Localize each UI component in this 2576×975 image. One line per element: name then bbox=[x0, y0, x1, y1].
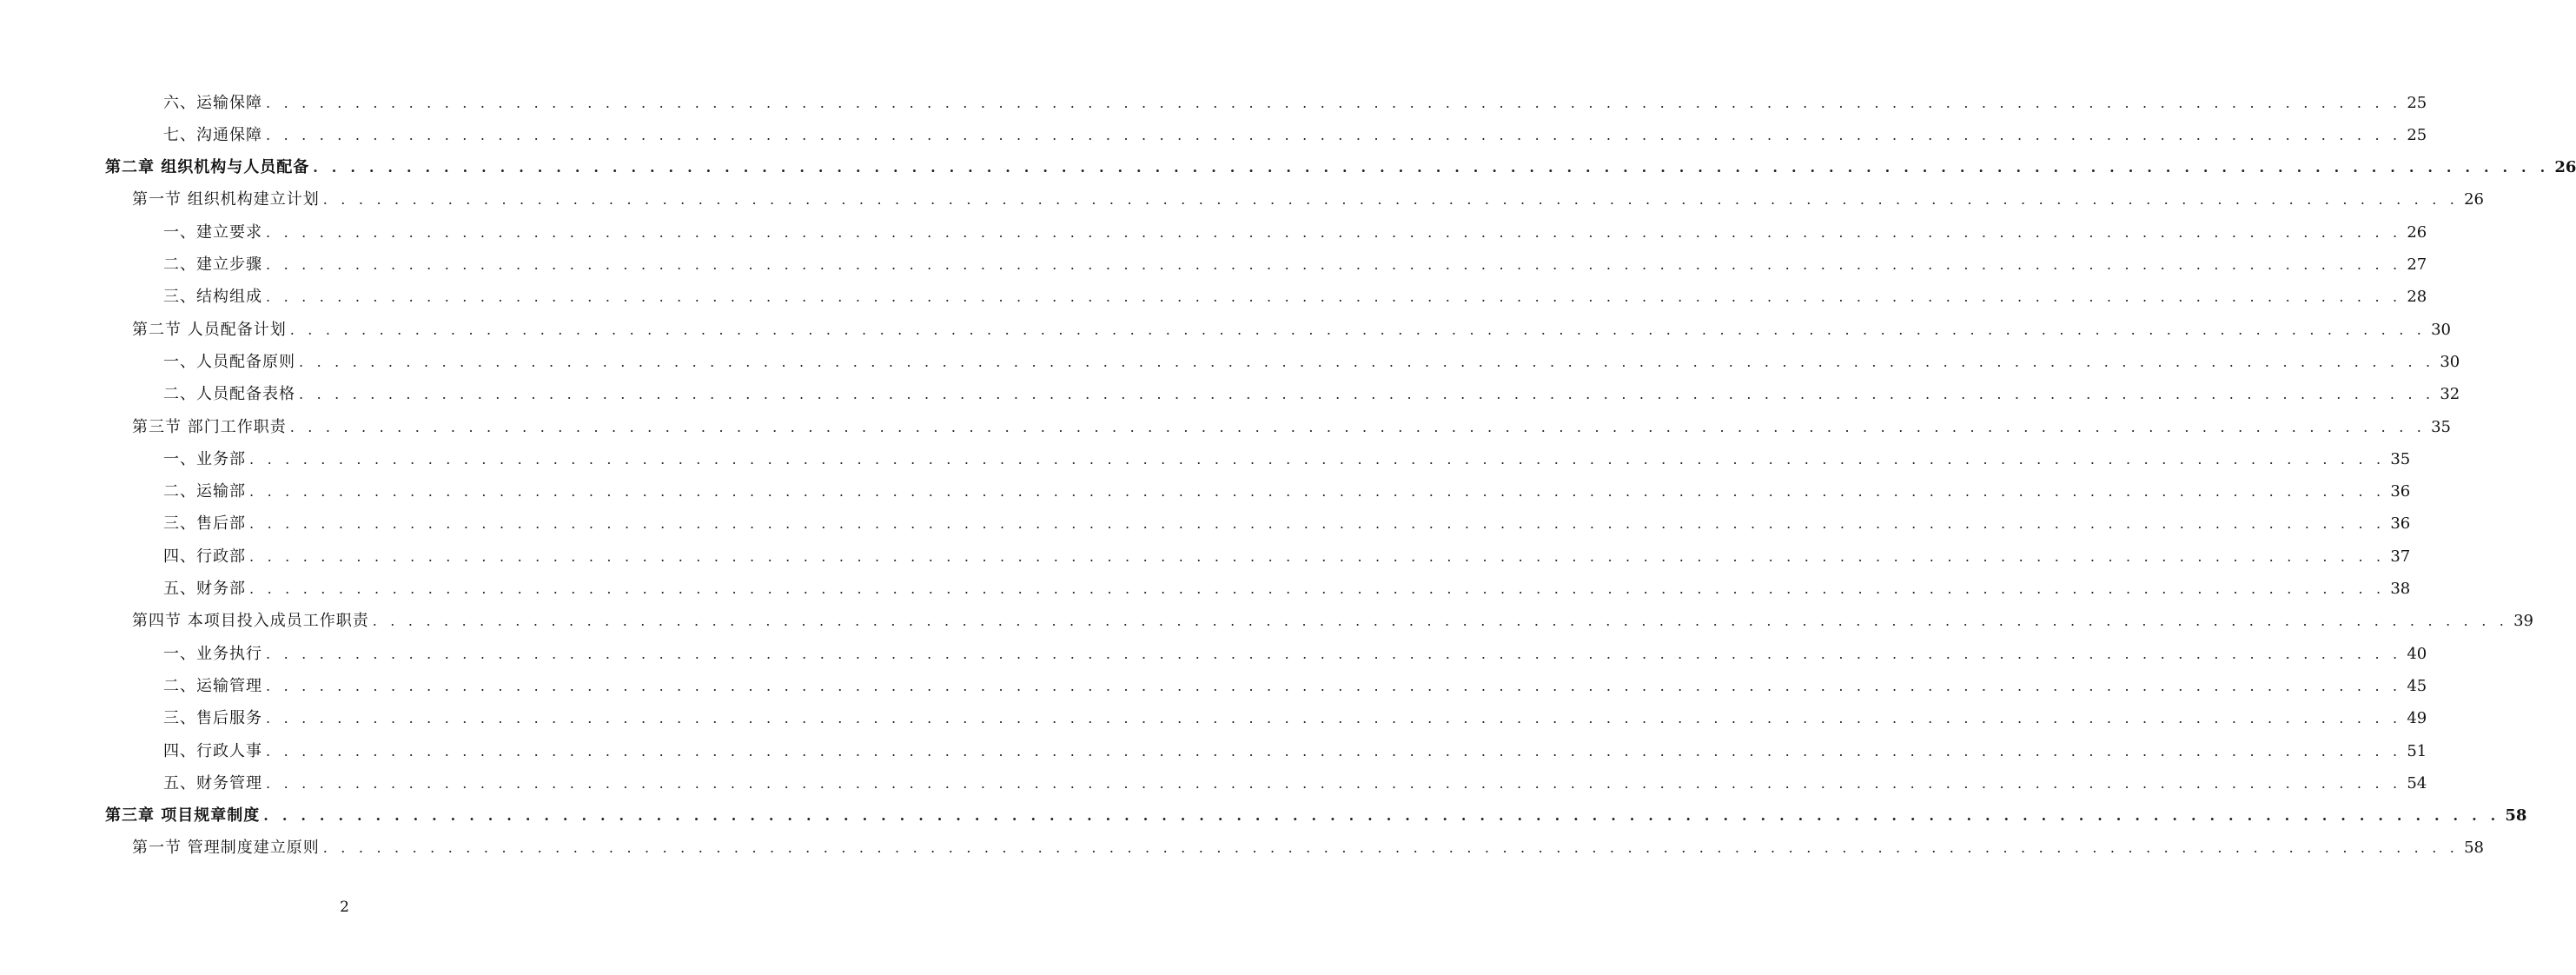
toc-entry-title: 二、建立步骤 bbox=[163, 255, 262, 274]
toc-entry-title: 第二章 组织机构与人员配备 bbox=[105, 158, 310, 177]
toc-leader-dots: . . . . . . . . . . . . . . . . . . . . . . . . . . . . . . . . . . . . . . . . . . . . . . . . . . . . . . . . . . . . . . . . . . . . . . . . . . . . . . . . . . . . . . . . . . . . . . . . . . . . . . . . . . . . . . . . . . . . . . . . bbox=[249, 515, 2386, 533]
toc-entry[interactable] bbox=[0, 314, 2451, 346]
toc-entry-page: 32 bbox=[2440, 385, 2460, 404]
toc-entry-title: 一、建立要求 bbox=[163, 222, 262, 242]
toc-entry[interactable] bbox=[0, 735, 2427, 767]
toc-entry-title: 一、业务部 bbox=[163, 449, 246, 468]
toc-leader-dots: . . . . . . . . . . . . . . . . . . . . . . . . . . . . . . . . . . . . . . . . . . . . . . . . . . . . . . . . . . . . . . . . . . . . . . . . . . . . . . . . . . . . . . . . . . . . . . . . . . . . . . . . . . . . . . . . . . . . . . . . bbox=[322, 839, 2460, 857]
toc-entry-title: 七、沟通保障 bbox=[163, 125, 262, 144]
toc-entry[interactable] bbox=[0, 800, 2527, 832]
toc-entry-title: 三、售后部 bbox=[163, 514, 246, 534]
toc-entry[interactable] bbox=[0, 249, 2427, 282]
toc-leader-dots: . . . . . . . . . . . . . . . . . . . . . . . . . . . . . . . . . . . . . . . . . . . . . . . . . . . . . . . . . . . . . . . . . . . . . . . . . . . . . . . . . . . . . . . . . . . . . . . . . . . . . . . . . . . . . . . . . . . . . . . . bbox=[249, 580, 2386, 597]
toc-leader-dots: . . . . . . . . . . . . . . . . . . . . . . . . . . . . . . . . . . . . . . . . . . . . . . . . . . . . . . . . . . . . . . . . . . . . . . . . . . . . . . . . . . . . . . . . . . . . . . . . . . . . . . . . . . . . . . . . . . . . . . . . bbox=[372, 613, 2509, 630]
toc-entry[interactable] bbox=[0, 87, 2427, 119]
toc-entry-page: 25 bbox=[2407, 93, 2427, 112]
toc-entry-page: 58 bbox=[2505, 806, 2527, 826]
toc-leader-dots: . . . . . . . . . . . . . . . . . . . . . . . . . . . . . . . . . . . . . . . . . . . . . . . . . . . . . . . . . . . . . . . . . . . . . . . . . . . . . . . . . . . . . . . . . . . . . . . . . . . . . . . . . . . . . . . . . . . . . . . . bbox=[266, 677, 2402, 694]
toc-entry-title: 二、运输管理 bbox=[163, 676, 262, 695]
toc-leader-dots: . . . . . . . . . . . . . . . . . . . . . . . . . . . . . . . . . . . . . . . . . . . . . . . . . . . . . . . . . . . . . . . . . . . . . . . . . . . . . . . . . . . . . . . . . . . . . . . . . . . . . . . . . . . . . . . . . . . . . . . . bbox=[299, 386, 2435, 403]
toc-entry[interactable] bbox=[0, 443, 2411, 475]
toc-leader-dots: . . . . . . . . . . . . . . . . . . . . . . . . . . . . . . . . . . . . . . . . . . . . . . . . . . . . . . . . . . . . . . . . . . . . . . . . . . . . . . . . . . . . . . . . . . . . . . . . . . . . . . . . . . . . . . . . . . . . . . . . bbox=[266, 742, 2402, 759]
toc-entry-page: 36 bbox=[2390, 514, 2411, 534]
toc-entry-page: 30 bbox=[2431, 320, 2451, 339]
toc-leader-dots: . . . . . . . . . . . . . . . . . . . . . . . . . . . . . . . . . . . . . . . . . . . . . . . . . . . . . . . . . . . . . . . . . . . . . . . . . . . . . . . . . . . . . . . . . . . . . . . . . . . . . . . . . . . . . . . . . . . . . . . . bbox=[299, 353, 2435, 370]
toc-entry[interactable] bbox=[0, 508, 2411, 541]
toc-leader-dots: . . . . . . . . . . . . . . . . . . . . . . . . . . . . . . . . . . . . . . . . . . . . . . . . . . . . . . . . . . . . . . . . . . . . . . . . . . . . . . . . . . . . . . . . . . . . . . . . . . . . . . . . . . . . . . . . . . . . . . . . bbox=[249, 547, 2386, 565]
toc-entry-title: 第四节 本项目投入成员工作职责 bbox=[132, 612, 369, 631]
toc-leader-dots: . . . . . . . . . . . . . . . . . . . . . . . . . . . . . . . . . . . . . . . . . . . . . . . . . . . . . . . . . . . . . . . . . . . . . . . . . . . . . . . . . . . . . . . . . . . . . . . . . . . . . . . . . . . . . . . . . . . . . . . . bbox=[266, 645, 2402, 662]
toc-entry-page: 26 bbox=[2464, 190, 2484, 209]
page-number: 2 bbox=[340, 899, 349, 916]
toc-entry[interactable] bbox=[0, 574, 2411, 606]
toc-entry-page: 40 bbox=[2407, 644, 2427, 663]
toc-entry[interactable] bbox=[0, 346, 2460, 378]
toc-entry[interactable] bbox=[0, 638, 2427, 670]
toc-entry-page: 51 bbox=[2407, 741, 2427, 760]
toc-entry-page: 39 bbox=[2513, 612, 2533, 631]
toc-leader-dots: . . . . . . . . . . . . . . . . . . . . . . . . . . . . . . . . . . . . . . . . . . . . . . . . . . . . . . . . . . . . . . . . . . . . . . . . . . . . . . . . . . . . . . . . . . . . . . . . . . . . . . . . . . . . . . . . . . . . . . . . bbox=[266, 710, 2402, 727]
toc-entry-page: 54 bbox=[2407, 773, 2427, 793]
toc-entry-page: 26 bbox=[2407, 222, 2427, 242]
toc-entry-page: 25 bbox=[2407, 125, 2427, 144]
toc-leader-dots: . . . . . . . . . . . . . . . . . . . . . . . . . . . . . . . . . . . . . . . . . . . . . . . . . . . . . . . . . . . . . . . . . . . . . . . . . . . . . . . . . . . . . . . . . . . . . . . . . . . . . . . . . . . . . . . . . . . . . . . . bbox=[266, 94, 2402, 111]
toc-leader-dots: . . . . . . . . . . . . . . . . . . . . . . . . . . . . . . . . . . . . . . . . . . . . . . . . . . . . . . . . . . . . . . . . . . . . . . . . . . . . . . . . . . . . . . . . . . . . . . . . . . . . . . . . . . . . . . . . . . . . . . . . bbox=[289, 418, 2427, 435]
toc-entry-title: 五、财务部 bbox=[163, 580, 246, 598]
toc-entry[interactable] bbox=[0, 670, 2427, 702]
toc-entry[interactable] bbox=[0, 541, 2411, 573]
toc-entry[interactable] bbox=[0, 606, 2533, 638]
toc-entry[interactable] bbox=[0, 767, 2427, 799]
toc-entry[interactable] bbox=[0, 703, 2427, 735]
toc-entry-page: 58 bbox=[2464, 839, 2484, 858]
toc-leader-dots: . . . . . . . . . . . . . . . . . . . . . . . . . . . . . . . . . . . . . . . . . . . . . . . . . . . . . . . . . . . . . . . . . . . . . . . . . . . . . . . . . . . . . . . . . . . . . . . . . . . . . . . . . . . . . . . . . . . . . . . . bbox=[266, 223, 2402, 241]
toc-entry-page: 49 bbox=[2407, 709, 2427, 728]
toc-entry-title: 三、售后服务 bbox=[163, 709, 262, 728]
toc-entry[interactable] bbox=[0, 119, 2427, 151]
toc-entry[interactable] bbox=[0, 184, 2484, 216]
toc-entry-page: 28 bbox=[2407, 288, 2427, 307]
toc-entry[interactable] bbox=[0, 282, 2427, 314]
toc-entry-title: 第三章 项目规章制度 bbox=[105, 806, 261, 826]
toc-entry-title: 二、运输部 bbox=[163, 482, 246, 501]
toc-entry-title: 六、运输保障 bbox=[163, 93, 262, 112]
toc-entry-page: 45 bbox=[2407, 676, 2427, 695]
toc-entry-page: 35 bbox=[2390, 449, 2411, 468]
toc-entry-page: 27 bbox=[2407, 255, 2427, 274]
toc-entry[interactable] bbox=[0, 411, 2451, 443]
toc-entry-title: 二、人员配备表格 bbox=[163, 385, 295, 404]
toc-entry-title: 四、行政部 bbox=[163, 547, 246, 566]
toc-leader-dots: . . . . . . . . . . . . . . . . . . . . . . . . . . . . . . . . . . . . . . . . . . . . . . . . . . . . . . . . . . . . . . . . . . . . . . . . . . . . . . . . . . . . . . . . . . . . . . . . . . . . . . . . . . . . . . . . . . . . . . . . bbox=[322, 191, 2460, 209]
toc-entry[interactable] bbox=[0, 476, 2411, 508]
toc-entry-title: 一、人员配备原则 bbox=[163, 352, 295, 371]
toc-entry-title: 第二节 人员配备计划 bbox=[132, 320, 287, 339]
toc-entry-page: 36 bbox=[2390, 482, 2411, 501]
toc-entry[interactable] bbox=[0, 379, 2460, 411]
toc-leader-dots: . . . . . . . . . . . . . . . . . . . . . . . . . . . . . . . . . . . . . . . . . . . . . . . . . . . . . . . . . . . . . . . . . . . . . . . . . . . . . . . . . . . . . . . . . . . . . . . . . . . . . . . . . . . . . . . . . . . . . . . . bbox=[266, 774, 2402, 792]
toc-leader-dots: . . . . . . . . . . . . . . . . . . . . . . . . . . . . . . . . . . . . . . . . . . . . . . . . . . . . . . . . . . . . . . . . . . . . . . . . . . . . . . . . . . . . . . . . . . . . . . . . . . . . . . . . . . . . . . . . . . . . . . . . bbox=[263, 807, 2500, 825]
toc-entry-title: 五、财务管理 bbox=[163, 773, 262, 793]
toc-entry-title: 四、行政人事 bbox=[163, 741, 262, 760]
toc-entry-title: 第一节 管理制度建立原则 bbox=[132, 839, 320, 858]
toc-leader-dots: . . . . . . . . . . . . . . . . . . . . . . . . . . . . . . . . . . . . . . . . . . . . . . . . . . . . . . . . . . . . . . . . . . . . . . . . . . . . . . . . . . . . . . . . . . . . . . . . . . . . . . . . . . . . . . . . . . . . . . . . bbox=[266, 256, 2402, 273]
toc-leader-dots: . . . . . . . . . . . . . . . . . . . . . . . . . . . . . . . . . . . . . . . . . . . . . . . . . . . . . . . . . . . . . . . . . . . . . . . . . . . . . . . . . . . . . . . . . . . . . . . . . . . . . . . . . . . . . . . . . . . . . . . . bbox=[289, 321, 2427, 338]
toc-entry-title: 第三节 部门工作职责 bbox=[132, 417, 287, 436]
toc-entry-page: 38 bbox=[2390, 580, 2411, 598]
toc-leader-dots: . . . . . . . . . . . . . . . . . . . . . . . . . . . . . . . . . . . . . . . . . . . . . . . . . . . . . . . . . . . . . . . . . . . . . . . . . . . . . . . . . . . . . . . . . . . . . . . . . . . . . . . . . . . . . . . . . . . . . . . . bbox=[249, 450, 2386, 468]
toc-entry[interactable] bbox=[0, 152, 2576, 184]
toc-leader-dots: . . . . . . . . . . . . . . . . . . . . . . . . . . . . . . . . . . . . . . . . . . . . . . . . . . . . . . . . . . . . . . . . . . . . . . . . . . . . . . . . . . . . . . . . . . . . . . . . . . . . . . . . . . . . . . . . . . . . . . . . bbox=[266, 289, 2402, 306]
toc-leader-dots: . . . . . . . . . . . . . . . . . . . . . . . . . . . . . . . . . . . . . . . . . . . . . . . . . . . . . . . . . . . . . . . . . . . . . . . . . . . . . . . . . . . . . . . . . . . . . . . . . . . . . . . . . . . . . . . . . . . . . . . . bbox=[266, 126, 2402, 143]
toc-entry-title: 第一节 组织机构建立计划 bbox=[132, 190, 320, 209]
toc-entry-page: 35 bbox=[2431, 417, 2451, 436]
toc-entry[interactable] bbox=[0, 216, 2427, 249]
toc-entry-page: 26 bbox=[2554, 158, 2576, 177]
toc-entry-page: 30 bbox=[2440, 352, 2460, 371]
toc-leader-dots: . . . . . . . . . . . . . . . . . . . . . . . . . . . . . . . . . . . . . . . . . . . . . . . . . . . . . . . . . . . . . . . . . . . . . . . . . . . . . . . . . . . . . . . . . . . . . . . . . . . . . . . . . . . . . . . . . . . . . . . . bbox=[313, 159, 2550, 176]
toc-leader-dots: . . . . . . . . . . . . . . . . . . . . . . . . . . . . . . . . . . . . . . . . . . . . . . . . . . . . . . . . . . . . . . . . . . . . . . . . . . . . . . . . . . . . . . . . . . . . . . . . . . . . . . . . . . . . . . . . . . . . . . . . bbox=[249, 483, 2386, 501]
toc-entry-title: 一、业务执行 bbox=[163, 644, 262, 663]
toc-entry-page: 37 bbox=[2390, 547, 2411, 566]
toc-entry-title: 三、结构组成 bbox=[163, 288, 262, 307]
toc-entry[interactable] bbox=[0, 832, 2484, 865]
